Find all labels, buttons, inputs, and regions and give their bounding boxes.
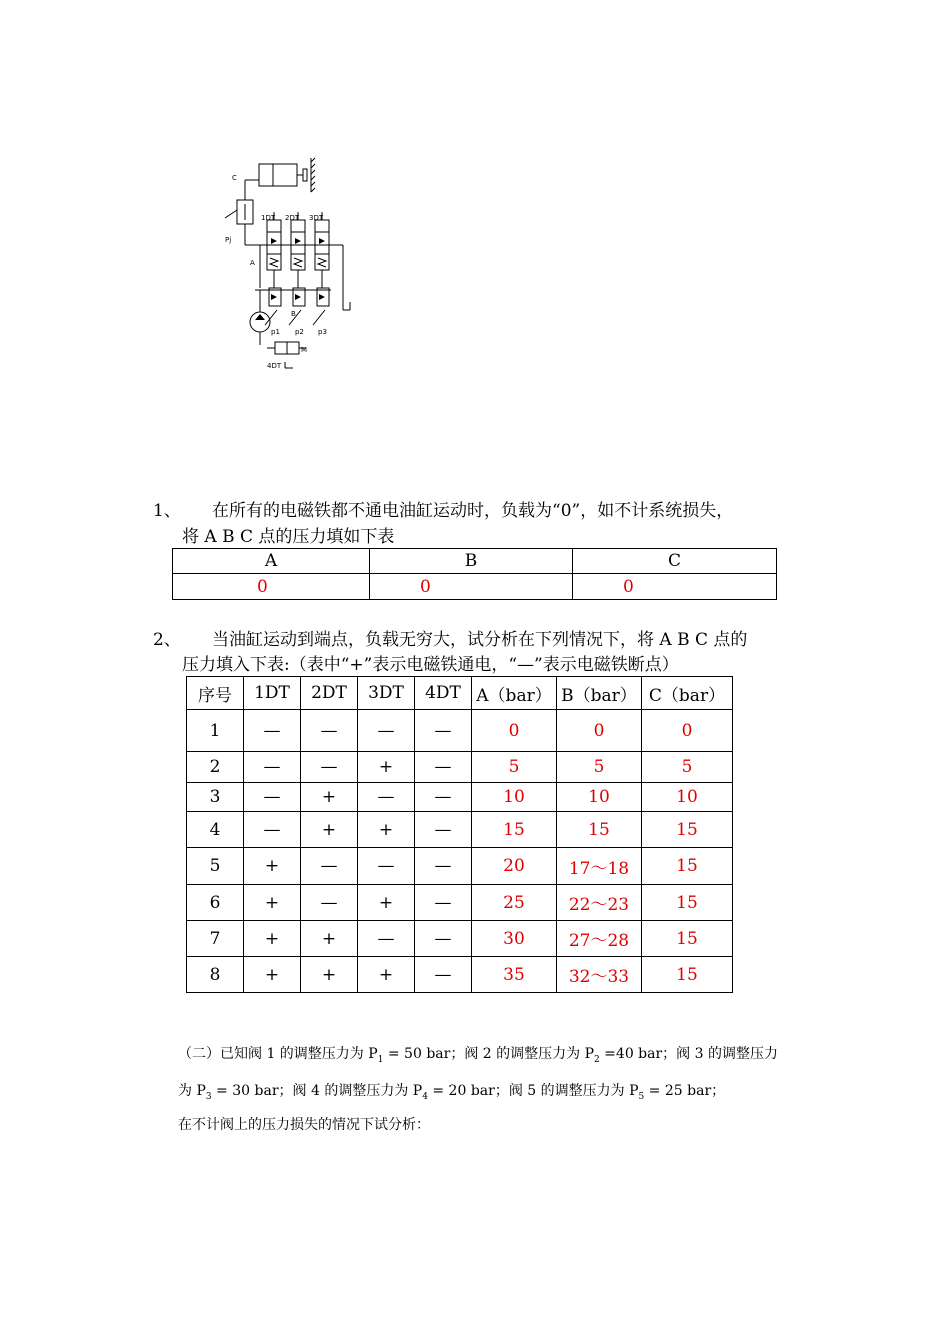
q2-number: 2、 xyxy=(153,630,181,650)
cell-seq: 8 xyxy=(187,957,244,993)
q2-line2: 压力填入下表:（表中“+”表示电磁铁通电，“—”表示电磁铁断点） xyxy=(182,655,679,675)
q1-header-b: B xyxy=(370,549,573,574)
cell-a: 15 xyxy=(472,812,557,848)
label-c: C xyxy=(232,174,237,182)
label-p3: p3 xyxy=(318,328,327,336)
cell-4dt: — xyxy=(415,885,472,921)
cell-seq: 1 xyxy=(187,710,244,752)
cell-2dt: + xyxy=(301,957,358,993)
q2-header-4dt: 4DT xyxy=(415,677,472,710)
subscript: 1 xyxy=(377,1054,384,1065)
table-row xyxy=(187,710,733,752)
cell-b: 15 xyxy=(557,812,642,848)
q2-header-row xyxy=(187,677,733,710)
cell-seq: 6 xyxy=(187,885,244,921)
q2-header-2dt: 2DT xyxy=(301,677,358,710)
cell-3dt: + xyxy=(358,957,415,993)
q1-value-c: 0 xyxy=(573,574,777,600)
part2-text: = 20 bar；阀 5 的调整压力为 P xyxy=(427,1083,639,1099)
cell-2dt: + xyxy=(301,783,358,812)
subscript: 4 xyxy=(422,1091,428,1102)
cell-c: 15 xyxy=(642,957,733,993)
cell-b: 5 xyxy=(557,752,642,783)
cell-c: 15 xyxy=(642,921,733,957)
cell-a: 0 xyxy=(472,710,557,752)
q1-value-a: 0 xyxy=(173,574,370,600)
cell-4dt: — xyxy=(415,921,472,957)
label-m: M xyxy=(301,346,308,354)
cell-c: 15 xyxy=(642,848,733,885)
q1-number: 1、 xyxy=(153,501,181,521)
cell-2dt: — xyxy=(301,710,358,752)
cell-c: 15 xyxy=(642,812,733,848)
cell-2dt: — xyxy=(301,752,358,783)
cell-1dt: — xyxy=(244,710,301,752)
cell-3dt: + xyxy=(358,812,415,848)
cell-a: 30 xyxy=(472,921,557,957)
cell-a: 35 xyxy=(472,957,557,993)
cell-seq: 4 xyxy=(187,812,244,848)
cell-2dt: — xyxy=(301,848,358,885)
cell-1dt: + xyxy=(244,848,301,885)
cell-a: 10 xyxy=(472,783,557,812)
cell-b: 10 xyxy=(557,783,642,812)
q2-line1: 当油缸运动到端点，负载无穷大，试分析在下列情况下，将 A B C 点的 xyxy=(212,630,748,650)
label-a: A xyxy=(250,259,255,267)
q2-header-b: B（bar） xyxy=(557,677,642,710)
subscript: 5 xyxy=(638,1091,645,1102)
table-row xyxy=(187,921,733,957)
table-row xyxy=(187,957,733,993)
table-row xyxy=(187,885,733,921)
cell-4dt: — xyxy=(415,812,472,848)
part2-line3: 在不计阀上的压力损失的情况下试分析： xyxy=(178,1117,430,1133)
cell-4dt: — xyxy=(415,752,472,783)
cell-2dt: + xyxy=(301,812,358,848)
q2-header-3dt: 3DT xyxy=(358,677,415,710)
q1-value-b: 0 xyxy=(370,574,573,600)
part2-text: =40 bar；阀 3 的调整压力 xyxy=(599,1046,778,1062)
cell-b: 0 xyxy=(557,710,642,752)
label-p2: p2 xyxy=(295,328,304,336)
cell-a: 5 xyxy=(472,752,557,783)
cell-3dt: + xyxy=(358,885,415,921)
q1-table xyxy=(172,548,777,600)
q1-line1: 在所有的电磁铁都不通电油缸运动时，负载为“0”，如不计系统损失， xyxy=(212,501,734,521)
label-4dt: 4DT xyxy=(267,362,282,370)
cell-seq: 3 xyxy=(187,783,244,812)
cell-4dt: — xyxy=(415,783,472,812)
label-3dt: 3DT xyxy=(309,214,324,222)
cell-a: 20 xyxy=(472,848,557,885)
part2-text: = 50 bar；阀 2 的调整压力为 P xyxy=(383,1046,594,1062)
q2-table xyxy=(186,676,733,993)
cell-4dt: — xyxy=(415,710,472,752)
subscript: 2 xyxy=(594,1054,600,1065)
table-row xyxy=(187,752,733,783)
cell-c: 0 xyxy=(642,710,733,752)
cell-seq: 2 xyxy=(187,752,244,783)
q2-header-1dt: 1DT xyxy=(244,677,301,710)
label-1dt: 1DT xyxy=(261,214,276,222)
cell-b: 32～33 xyxy=(557,957,642,993)
label-b: B xyxy=(291,310,296,318)
cell-b: 22～23 xyxy=(557,885,642,921)
table-row xyxy=(187,812,733,848)
q2-header-c: C（bar） xyxy=(642,677,733,710)
part2-text: 为 P xyxy=(178,1083,206,1099)
cell-seq: 5 xyxy=(187,848,244,885)
cell-1dt: — xyxy=(244,752,301,783)
label-p1: p1 xyxy=(271,328,280,336)
cell-a: 25 xyxy=(472,885,557,921)
q2-header-a: A（bar） xyxy=(472,677,557,710)
table-row xyxy=(187,848,733,885)
cell-c: 10 xyxy=(642,783,733,812)
table-row xyxy=(187,783,733,812)
part2-line2 xyxy=(178,1081,725,1107)
cell-2dt: — xyxy=(301,885,358,921)
cell-1dt: — xyxy=(244,783,301,812)
q1-header-c: C xyxy=(573,549,777,574)
cell-seq: 7 xyxy=(187,921,244,957)
cell-1dt: — xyxy=(244,812,301,848)
cell-b: 27～28 xyxy=(557,921,642,957)
cell-c: 5 xyxy=(642,752,733,783)
cell-1dt: + xyxy=(244,957,301,993)
cell-c: 15 xyxy=(642,885,733,921)
cell-b: 17～18 xyxy=(557,848,642,885)
q1-header-a: A xyxy=(173,549,370,574)
cell-3dt: + xyxy=(358,752,415,783)
part2-text: （二）已知阀 1 的调整压力为 P xyxy=(178,1046,378,1062)
label-pj: Pj xyxy=(225,236,232,244)
hydraulic-circuit-diagram xyxy=(215,150,365,375)
cell-1dt: + xyxy=(244,921,301,957)
q2-header-seq: 序号 xyxy=(187,677,244,710)
subscript: 3 xyxy=(205,1091,212,1102)
part2-line1 xyxy=(178,1044,778,1070)
cell-3dt: — xyxy=(358,783,415,812)
cell-3dt: — xyxy=(358,848,415,885)
cell-4dt: — xyxy=(415,957,472,993)
cell-3dt: — xyxy=(358,710,415,752)
cell-3dt: — xyxy=(358,921,415,957)
q1-line2: 将 A B C 点的压力填如下表 xyxy=(182,527,395,547)
part2-text: = 25 bar； xyxy=(644,1083,726,1099)
part2-text: = 30 bar；阀 4 的调整压力为 P xyxy=(211,1083,423,1099)
cell-2dt: + xyxy=(301,921,358,957)
label-2dt: 2DT xyxy=(285,214,300,222)
cell-1dt: + xyxy=(244,885,301,921)
cell-4dt: — xyxy=(415,848,472,885)
